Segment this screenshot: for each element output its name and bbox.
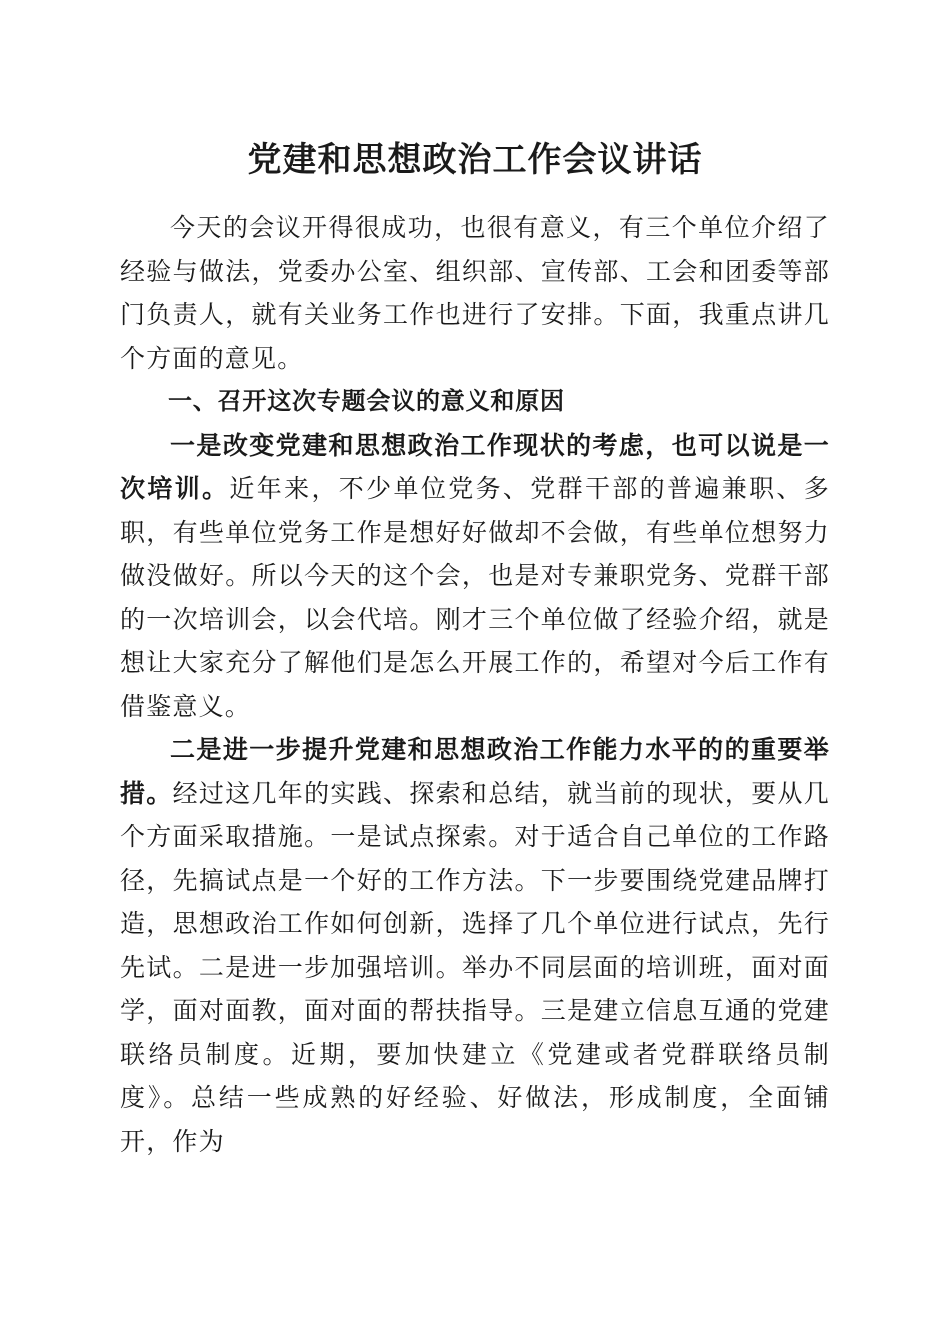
paragraph-one-lead: 一是改变党建和思想政治工作现状的考虑，也可以说是一次培训。	[120, 430, 830, 503]
paragraph-two	[120, 728, 830, 1163]
paragraph-two-body: 经过这几年的实践、探索和总结，就当前的现状，要从几个方面采取措施。一是试点探索。对于适合自己单位的工作路径，先搞试点是一个好的工作方法。下一步要围绕党建品牌打造，思想政治工作如何创新，选择了几个单位进行试点，先行先试。二是进一步加强培训。举办不同层面的培训班，面对面学，面对面教，面对面的帮扶指导。三是建立信息互通的党建联络员制度。近期，要加快建立《党建或者党群联络员制度》。总结一些成熟的好经验、好做法，形成制度，全面铺开，作为	[120, 778, 830, 1156]
paragraph-two-lead: 二是进一步提升党建和思想政治工作能力水平的的重要举措。	[120, 735, 830, 808]
paragraph-one	[120, 424, 830, 729]
intro-paragraph: 今天的会议开得很成功，也很有意义，有三个单位介绍了经验与做法，党委办公室、组织部、宣传部、工会和团委等部门负责人，就有关业务工作也进行了安排。下面，我重点讲几个方面的意见。	[120, 213, 830, 373]
document-title: 党建和思想政治工作会议讲话	[247, 140, 703, 180]
document-body	[120, 206, 830, 1163]
paragraph-one-body: 近年来，不少单位党务、党群干部的普遍兼职、多职，有些单位党务工作是想好好做却不会做，有些单位想努力做没做好。所以今天的这个会，也是对专兼职党务、党群干部的一次培训会，以会代培。刚才三个单位做了经验介绍，就是想让大家充分了解他们是怎么开展工作的，希望对今后工作有借鉴意义。	[120, 474, 830, 721]
section-heading: 一、召开这次专题会议的意义和原因	[168, 387, 565, 415]
